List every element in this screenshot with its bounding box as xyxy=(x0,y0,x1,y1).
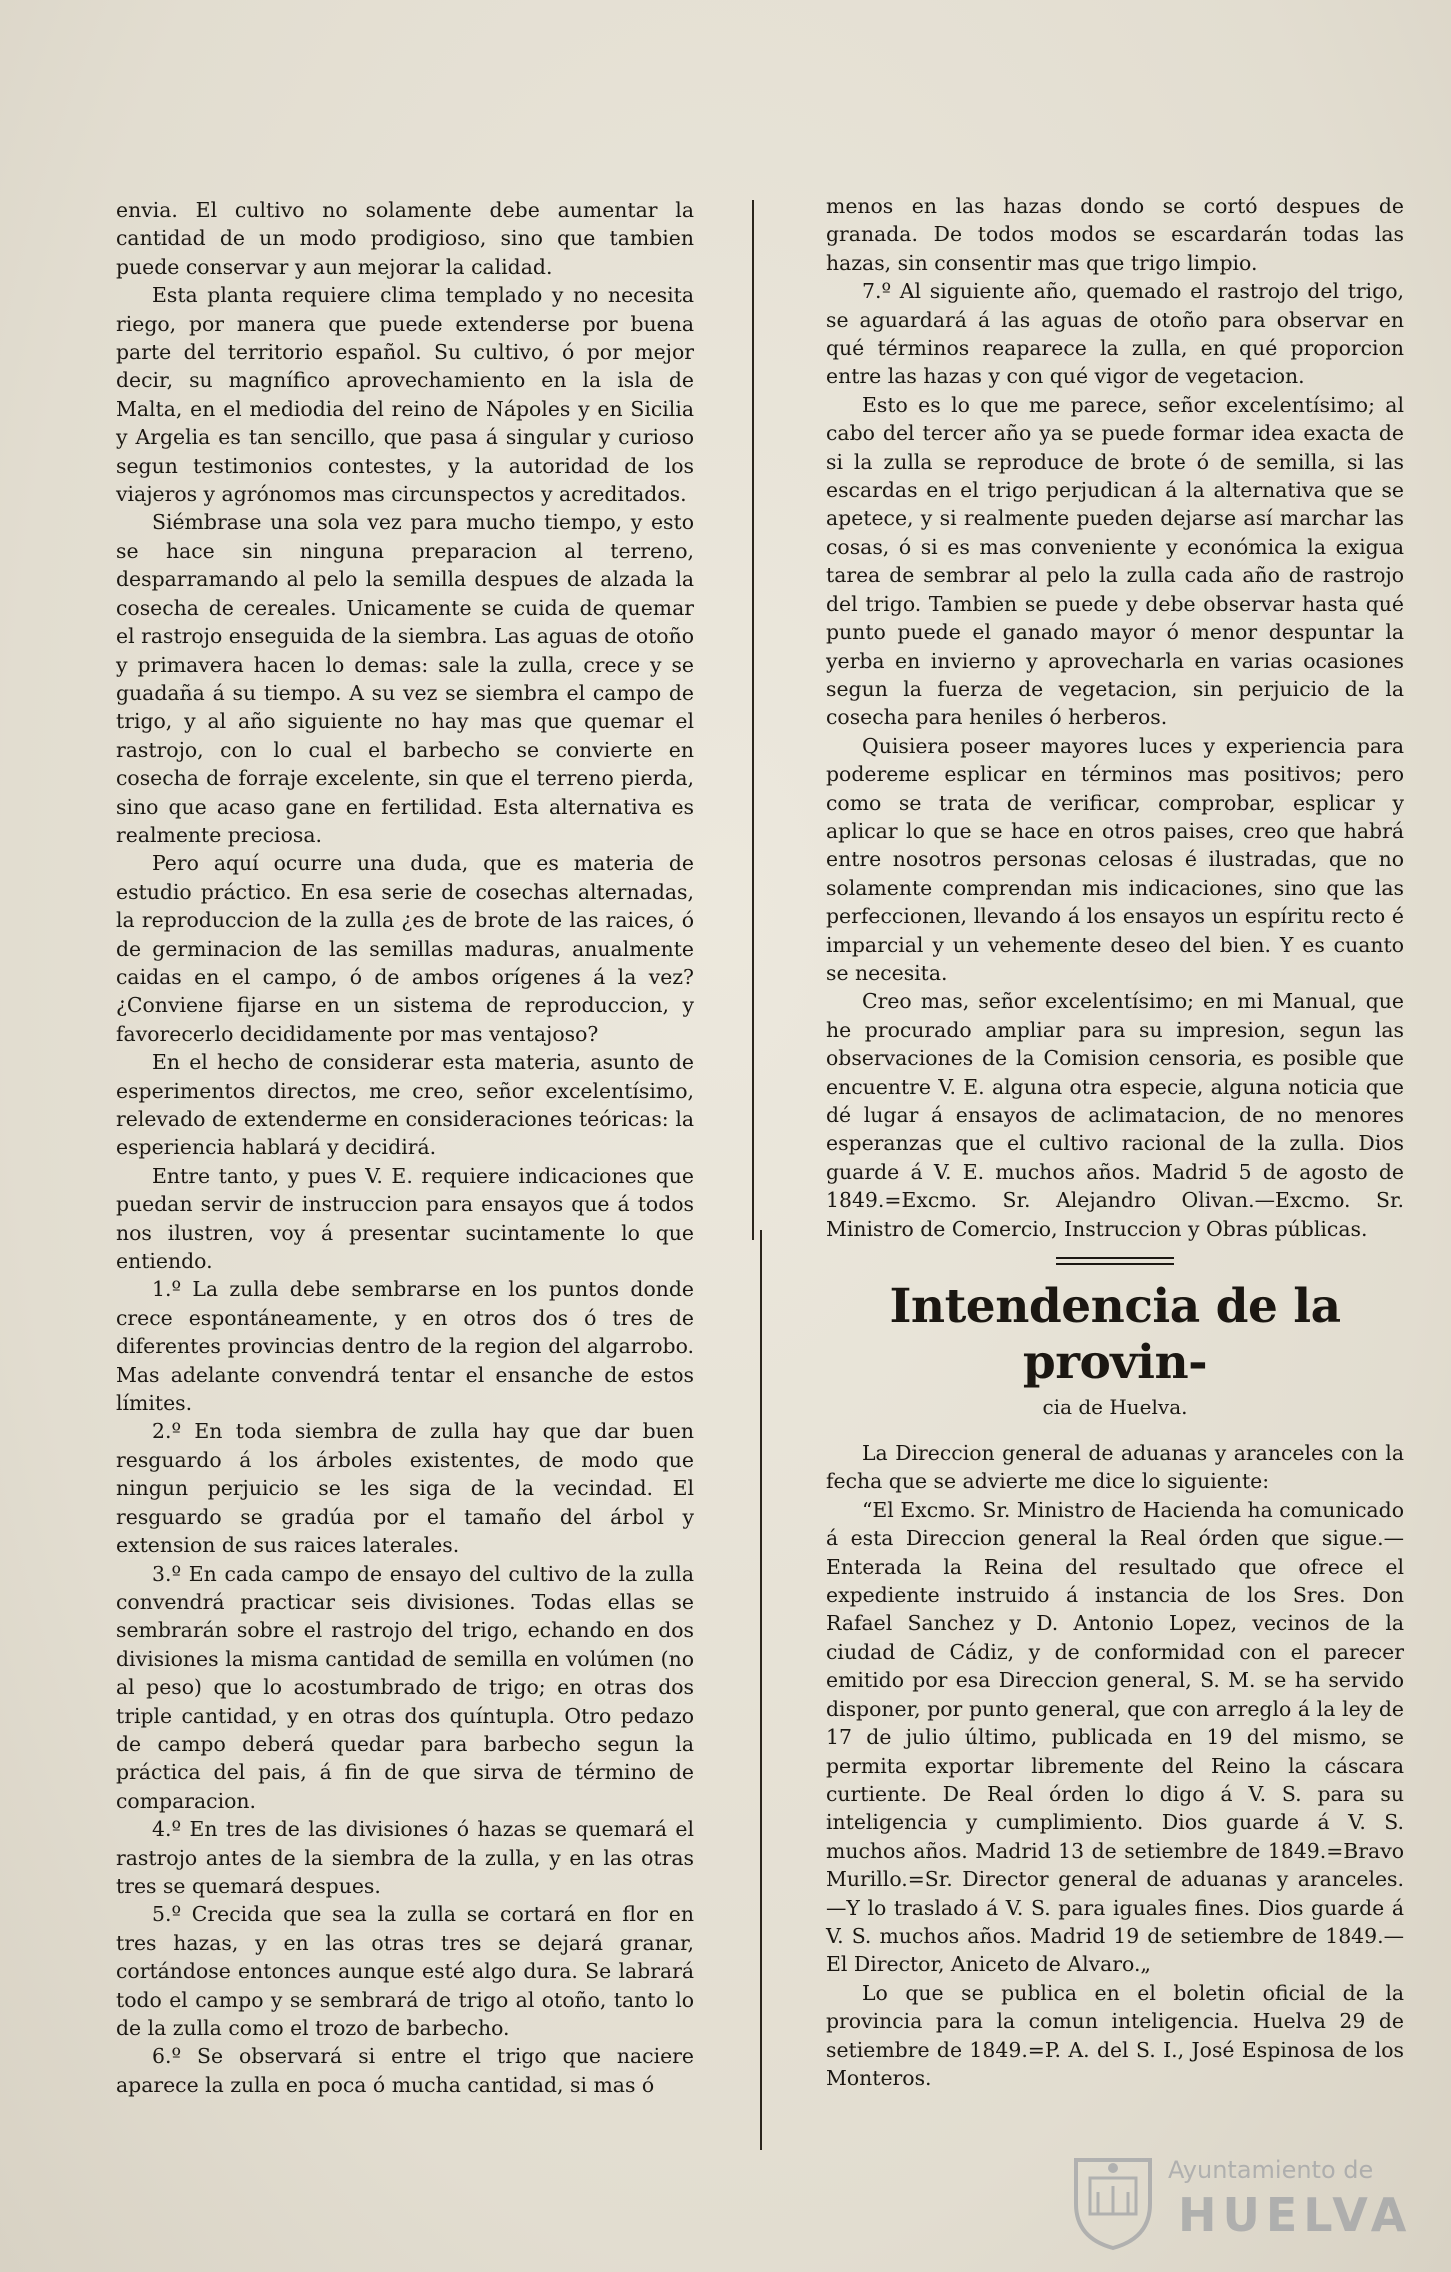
paragraph: 4.º En tres de las divisiones ó hazas se quemará el rastrojo antes de la siembra de la zulla, y en las otras tres se quemará despues. xyxy=(116,1817,694,1898)
watermark-line1: Ayuntamiento de xyxy=(1168,2156,1374,2184)
paragraph: 1.º La zulla debe sembrarse en los puntos donde crece espontáneamente, y en otros dos ó tres de diferentes provincias dentro de la region del algarrobo. Mas adelante convendrá tentar el ensanche de estos límites. xyxy=(116,1277,694,1416)
paragraph: 5.º Crecida que sea la zulla se cortará en flor en tres hazas, y en las otras tres se dejará granar, cortándose entonces aunque esté algo dura. Se labrará todo el campo y se sembrará de trigo al otoño, tanto lo de la zulla como el trozo de barbecho. xyxy=(116,1902,694,2040)
paragraph: “El Excmo. Sr. Ministro de Hacienda ha comunicado á esta Direccion general la Real órden que sigue.—Enterada la Reina del resultado que ofrece el expediente instruido á instancia de los Sres. Don Rafael Sanchez y D. Antonio Lopez, vecinos de la ciudad de Cádiz, y de conformidad con el parecer emitido por esa Direccion general, S. M. se ha servido disponer, por punto general, que con arreglo á la ley de 17 de julio último, publicada en 19 del mismo, se permita exportar libremente del Reino la cáscara curtiente. De Real órden lo digo á V. S. para su inteligencia y cumplimiento. Dios guarde á V. S. muchos años. Madrid 13 de setiembre de 1849.=Bravo Murillo.=Sr. Director general de aduanas y aranceles.—Y lo traslado á V. S. para iguales fines. Dios guarde á V. S. muchos años. Madrid 19 de setiembre de 1849.—El Director, Aniceto de Alvaro.„ xyxy=(826,1497,1404,1977)
paragraph: Siémbrase una sola vez para mucho tiempo, y esto se hace sin ninguna preparacion al terreno, desparramando al pelo la semilla despues de alzada la cosecha de cereales. Unicamente se cuida de quemar el rastrojo enseguida de la siembra. Las aguas de otoño y primavera hacen lo demas: sale la zulla, crece y se guadaña á su tiempo. A su vez se siembra el campo de trigo, y al año siguiente no hay mas que quemar el rastrojo, con lo cual el barbecho se convierte en cosecha de forraje excelente, sin que el terreno pierda, sino que acaso gane en fertilidad. Esta alternativa es realmente preciosa. xyxy=(116,510,694,847)
left-column xyxy=(116,196,694,2099)
paragraph: Creo mas, señor excelentísimo; en mi Manual, que he procurado ampliar para su impresion, segun las observaciones de la Comision censoria, es posible que encuentre V. E. alguna otra especie, alguna noticia que dé lugar á ensayos de aclimatacion, de no menores esperanzas que el cultivo racional de la zulla. Dios guarde á V. E. muchos años. Madrid 5 de agosto de 1849.=Excmo. Sr. Alejandro Olivan.—Excmo. Sr. Ministro de Comercio, Instruccion y Obras públicas. xyxy=(826,989,1404,1241)
paragraph: envia. El cultivo no solamente debe aumentar la cantidad de un modo prodigioso, sino que tambien puede conservar y aun mejorar la calidad. xyxy=(116,198,694,279)
notice-headline: Intendencia de la provin- xyxy=(889,1279,1341,1391)
watermark-logo xyxy=(1068,2152,1413,2252)
column-divider-top xyxy=(752,200,754,1240)
paragraph: Esta planta requiere clima templado y no necesita riego, por manera que puede extenderse por buena parte del territorio español. Su cultivo, ó por mejor decir, su magnífico aprovechamiento en la isla de Malta, en el mediodia del reino de Nápoles y en Sicilia y Argelia es tan sencillo, que pasa á singular y curioso segun testimonios contestes, y la autoridad de los viajeros y agrónomos mas circunspectos y acreditados. xyxy=(116,283,694,507)
right-column xyxy=(826,192,1404,2092)
paragraph: menos en las hazas dondo se cortó despues de granada. De todos modos se escardarán todas las hazas, sin consentir mas que trigo limpio. xyxy=(826,194,1404,275)
paragraph: 6.º Se observará si entre el trigo que naciere aparece la zulla en poca ó mucha cantidad, si mas ó xyxy=(116,2044,694,2097)
notice-section xyxy=(826,1279,1404,2092)
paragraph: Entre tanto, y pues V. E. requiere indicaciones que puedan servir de instruccion para ensayos que á todos nos ilustren, voy á presentar sucintamente lo que entiendo. xyxy=(116,1163,694,1274)
coat-of-arms-icon xyxy=(1068,2152,1158,2252)
paragraph: En el hecho de considerar esta materia, asunto de esperimentos directos, me creo, señor excelentísimo, relevado de extenderme en consideraciones teóricas: la esperiencia hablará y decidirá. xyxy=(116,1050,694,1160)
paragraph: Pero aquí ocurre una duda, que es materia de estudio práctico. En esa serie de cosechas alternadas, la reproduccion de la zulla ¿es de brote de las raices, ó de germinacion de las semillas maduras, anualmente caidas en el campo, ó de ambos orígenes á la vez? ¿Conviene fijarse en un sistema de reproduccion, y favorecerlo decididamente por mas ventajoso? xyxy=(116,851,694,1046)
watermark-line2: HUELVA xyxy=(1178,2188,1413,2242)
paragraph: 7.º Al siguiente año, quemado el rastrojo del trigo, se aguardará á las aguas de otoño para observar en qué términos reaparece la zulla, en qué proporcion entre las hazas y con qué vigor de vegetacion. xyxy=(826,279,1404,389)
paragraph: Quisiera poseer mayores luces y experiencia para podereme esplicar en términos mas positivos; pero como se trata de verificar, comprobar, esplicar y aplicar lo que se hace en otros paises, creo que habrá entre nosotros personas celosas é ilustradas, que no solamente comprendan mis indicaciones, sino que las perfeccionen, llevando á los ensayos un espíritu recto é imparcial y un vehemente deseo del bien. Y es cuanto se necesita. xyxy=(826,733,1404,985)
notice-subheadline: cia de Huelva. xyxy=(1042,1395,1188,1420)
paragraph: La Direccion general de aduanas y aranceles con la fecha que se advierte me dice lo siguiente: xyxy=(826,1441,1404,1494)
paragraph: Esto es lo que me parece, señor excelentísimo; al cabo del tercer año ya se puede formar idea exacta de si la zulla se reproduce de brote ó de semilla, si las escardas en el trigo perjudican á la alternativa que se apetece, y si realmente pueden dejarse así marchar las cosas, ó si es mas conveniente y económica la exigua tarea de sembrar al pelo la zulla cada año de rastrojo del trigo. Tambien se puede y debe observar hasta qué punto puede el ganado mayor ó menor despuntar la yerba en invierno y aprovecharla en varias ocasiones segun la fuerza de vegetacion, sin perjuicio de la cosecha para heniles ó herberos. xyxy=(826,392,1404,730)
section-separator xyxy=(1056,1257,1174,1265)
paragraph: 2.º En toda siembra de zulla hay que dar buen resguardo á los árboles existentes, de modo que ningun perjuicio se les siga de la vecindad. El resguardo se gradúa por el tamaño del árbol y extension de sus raices laterales. xyxy=(116,1419,694,1558)
paragraph: 3.º En cada campo de ensayo del cultivo de la zulla convendrá practicar seis divisiones. Todas ellas se sembrarán sobre el rastrojo del trigo, echando en dos divisiones la misma cantidad de semilla en volúmen (no al peso) que lo acostumbrado de trigo; en otras dos triple cantidad, y en otras dos quíntupla. Otro pedazo de campo deberá quedar para barbecho segun la práctica del pais, á fin de que sirva de término de comparacion. xyxy=(116,1561,694,1813)
column-divider-bottom xyxy=(760,1230,762,2150)
paragraph: Lo que se publica en el boletin oficial de la provincia para la comun inteligencia. Huelva 29 de setiembre de 1849.=P. A. del S. I., José Espinosa de los Monteros. xyxy=(826,1980,1404,2090)
